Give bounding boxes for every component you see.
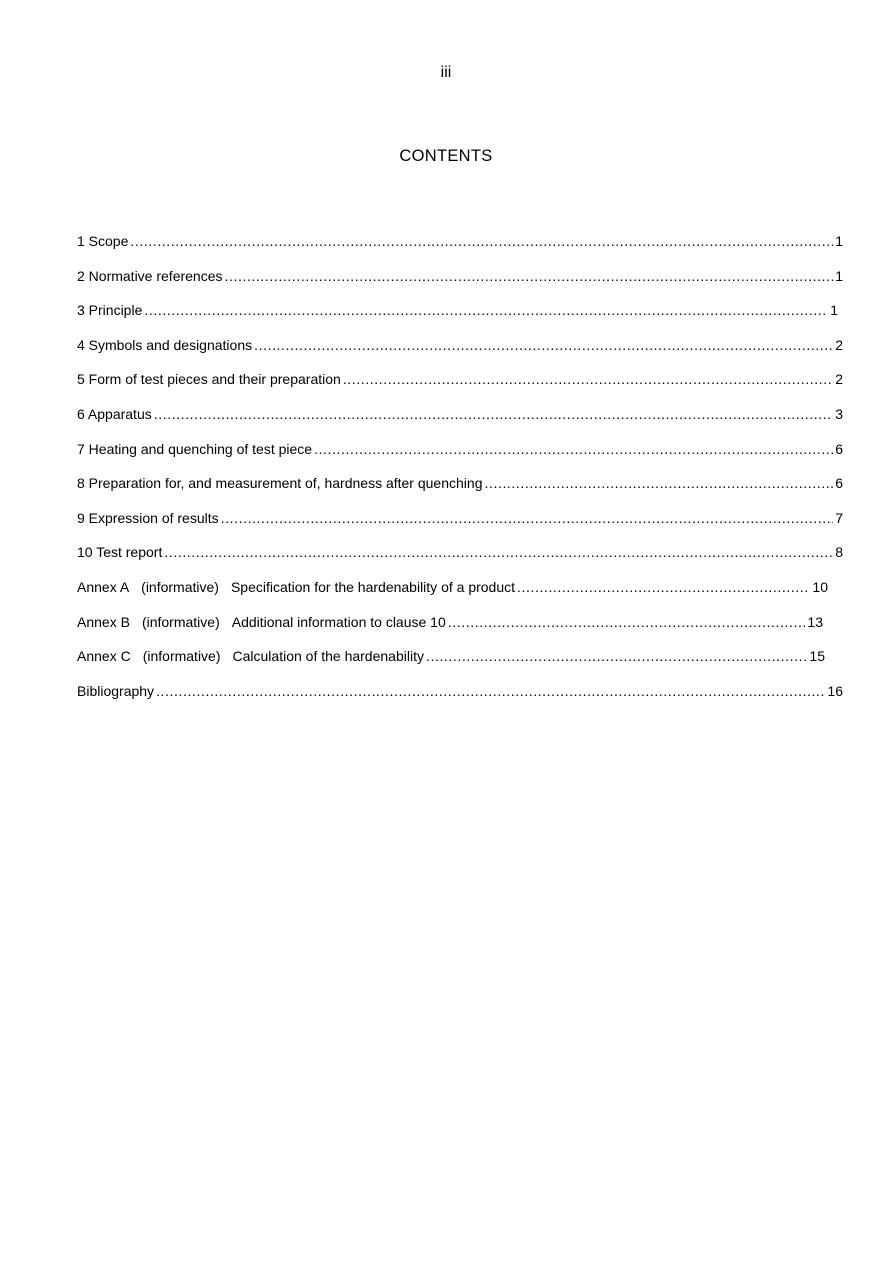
toc-entry-annex-a[interactable] [77, 578, 828, 613]
table-of-contents [77, 232, 843, 716]
toc-entry-label: 3 Principle [77, 302, 143, 319]
toc-entry-heating-and-quenching[interactable] [77, 440, 843, 475]
annex-name: Annex B [77, 613, 130, 630]
toc-entry-label: 9 Expression of results [77, 509, 219, 526]
toc-entry-annex-b[interactable] [77, 613, 823, 648]
dot-leader [254, 336, 833, 354]
toc-entry-page: 1 [835, 267, 843, 284]
toc-entry-form-of-test-pieces[interactable] [77, 370, 843, 405]
toc-entry-page: 8 [835, 544, 843, 561]
toc-entry-label: 2 Normative references [77, 267, 223, 284]
toc-entry-label [77, 647, 424, 665]
toc-entry-page: 1 [835, 233, 843, 249]
toc-entry-label [77, 578, 515, 596]
page-number: iii [440, 64, 452, 81]
annex-name: Annex A [77, 578, 130, 595]
toc-entry-page: 3 [835, 405, 843, 422]
toc-entry-label: 8 Preparation for, and measurement of, hardness after quenching [77, 475, 483, 492]
annex-title: Additional information to clause 10 [231, 613, 446, 630]
toc-entry-symbols-and-designations[interactable] [77, 336, 843, 371]
dot-leader [154, 405, 833, 423]
annex-title: Specification for the hardenability of a product [230, 578, 516, 595]
toc-entry-bibliography[interactable] [77, 682, 843, 717]
toc-entry-label: 7 Heating and quenching of test piece [77, 440, 313, 457]
annex-name: Annex C [77, 648, 131, 665]
toc-entry-apparatus[interactable] [77, 405, 843, 440]
dot-leader [314, 440, 833, 458]
toc-entry-annex-c[interactable] [77, 647, 825, 682]
toc-entry-page: 1 [830, 302, 838, 319]
toc-entry-page: 6 [835, 475, 843, 492]
toc-entry-page: 16 [827, 682, 843, 699]
toc-entry-principle[interactable] [77, 301, 838, 336]
dot-leader [156, 682, 825, 700]
dot-leader [484, 474, 833, 492]
toc-entry-label: 4 Symbols and designations [77, 336, 253, 353]
dot-leader [225, 267, 834, 285]
toc-entry-preparation-and-measurement[interactable] [77, 474, 843, 509]
contents-title: CONTENTS [399, 147, 493, 165]
annex-title: Calculation of the hardenability [232, 648, 424, 665]
toc-entry-label: 5 Form of test pieces and their preparation [77, 371, 341, 388]
toc-entry-page: 6 [835, 440, 843, 457]
annex-type: (informative) [141, 578, 219, 595]
toc-entry-normative-references[interactable] [77, 267, 843, 302]
dot-leader [164, 543, 833, 561]
dot-leader [426, 647, 807, 665]
toc-entry-scope[interactable] [77, 232, 843, 267]
toc-entry-page: 7 [835, 509, 843, 526]
toc-entry-label: 10 Test report [77, 544, 163, 561]
dot-leader [517, 578, 810, 596]
toc-entry-label: Bibliography [77, 682, 155, 699]
toc-entry-page: 13 [807, 613, 823, 630]
annex-type: (informative) [141, 613, 220, 630]
dot-leader [343, 370, 833, 388]
dot-leader [130, 232, 833, 250]
toc-entry-label: 6 Apparatus [77, 405, 152, 422]
toc-entry-expression-of-results[interactable] [77, 509, 843, 544]
toc-entry-page: 2 [835, 371, 843, 388]
toc-entry-test-report[interactable] [77, 543, 843, 578]
dot-leader [448, 613, 806, 631]
toc-entry-label: 1 Scope [77, 233, 129, 249]
dot-leader [144, 301, 828, 319]
toc-entry-page: 15 [809, 648, 825, 665]
toc-entry-label [77, 613, 446, 631]
toc-entry-page: 2 [835, 336, 843, 353]
annex-type: (informative) [142, 648, 221, 665]
dot-leader [221, 509, 834, 527]
toc-entry-page: 10 [812, 578, 828, 595]
